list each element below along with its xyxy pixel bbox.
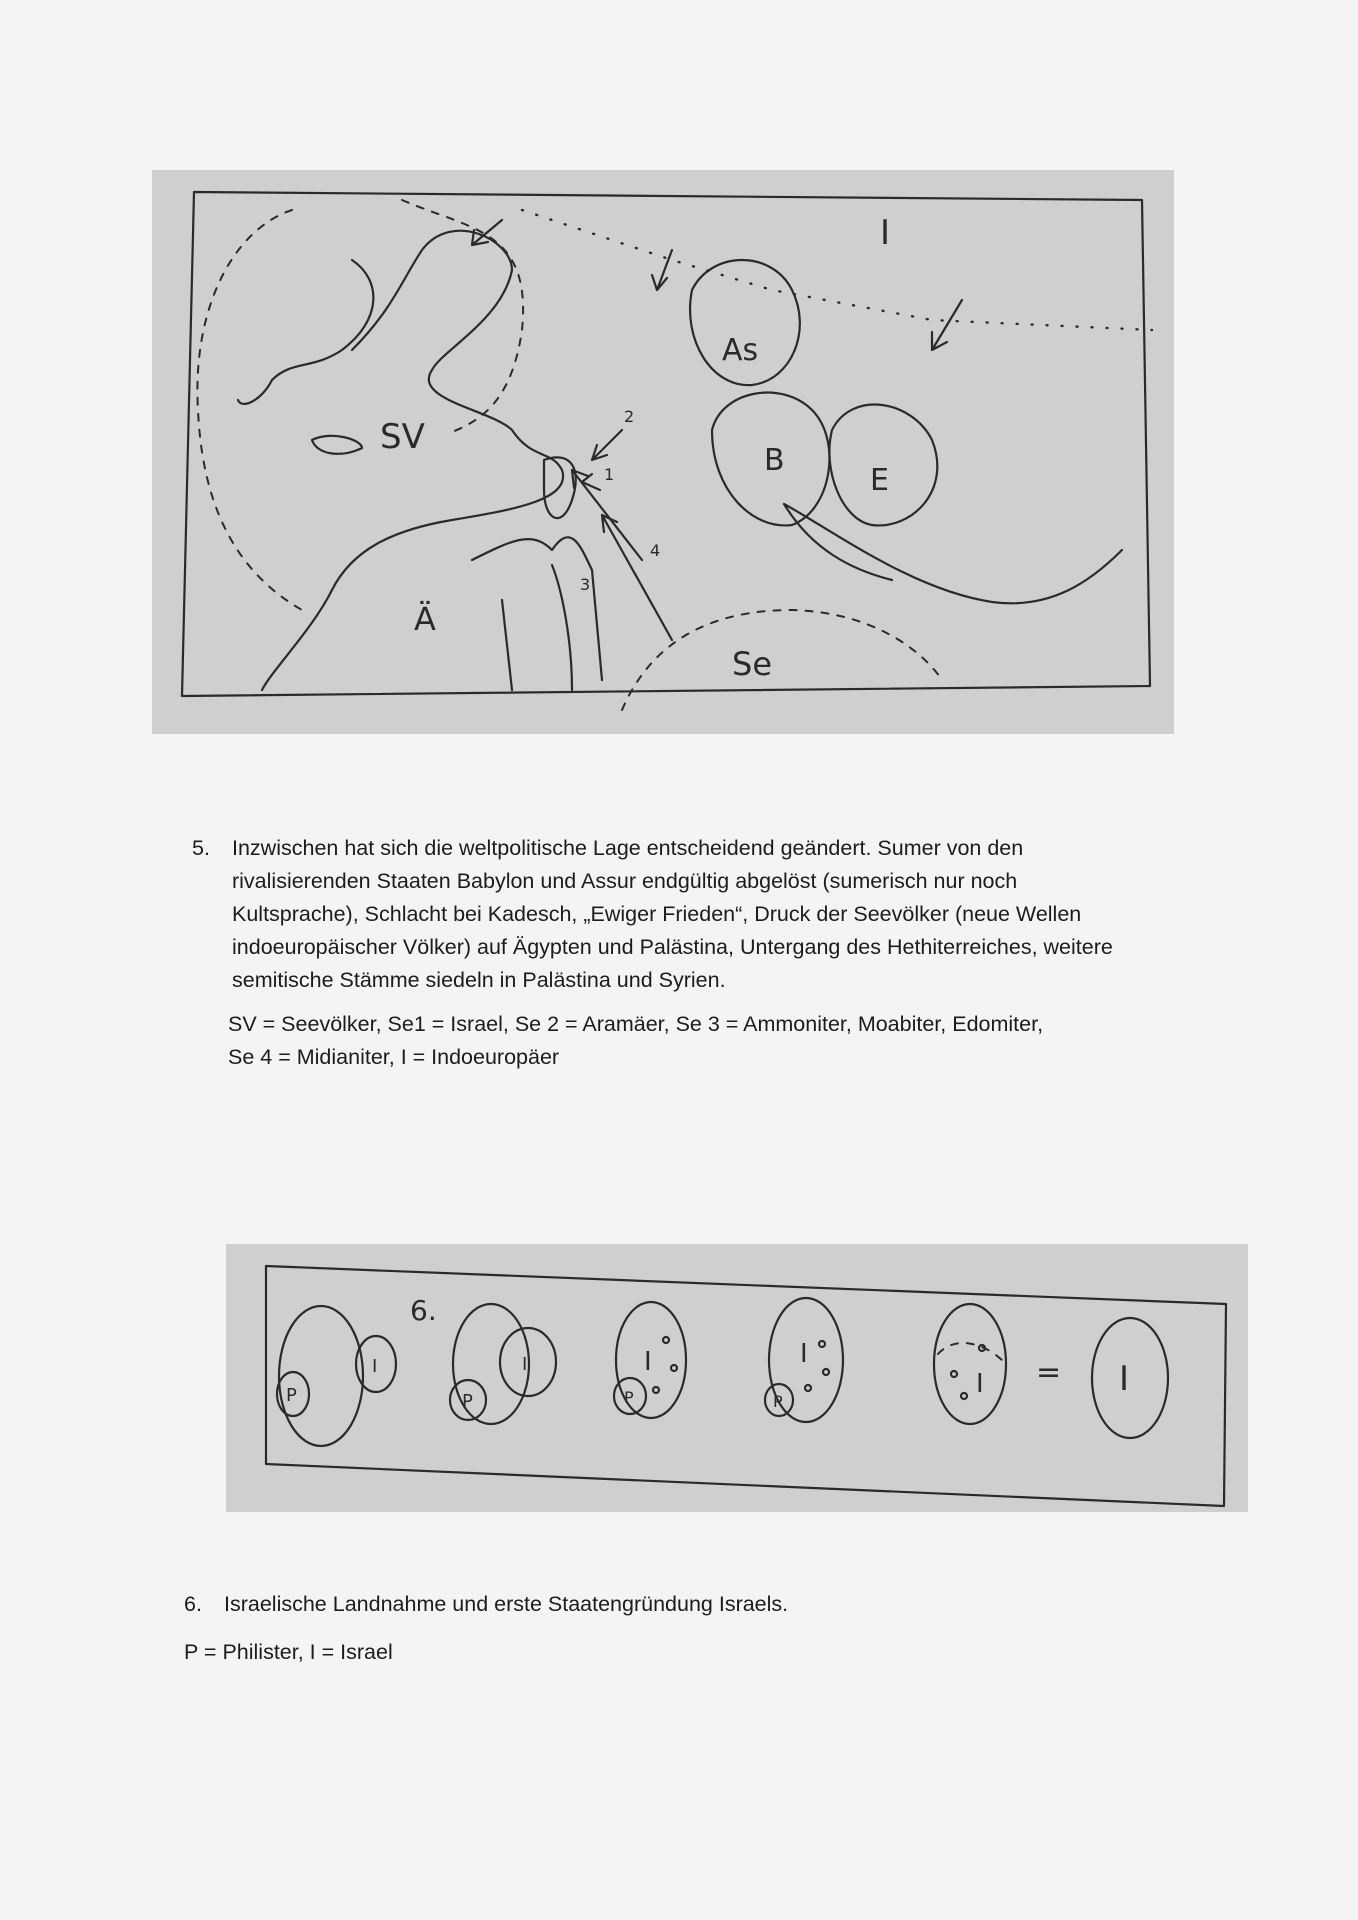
map-label-se: Se bbox=[732, 645, 772, 683]
dashed-region-se bbox=[622, 610, 942, 710]
map-label-b: B bbox=[764, 443, 785, 478]
sequence-step-4 bbox=[765, 1298, 843, 1422]
label-p: P bbox=[462, 1391, 473, 1412]
coastline bbox=[238, 231, 563, 690]
section-5-line: Inzwischen hat sich die weltpolitische Lage entscheidend geändert. Sumer von den bbox=[232, 836, 1024, 860]
section-5-body bbox=[232, 832, 1182, 997]
sequence-final-israel bbox=[1092, 1318, 1168, 1438]
settlement-dot bbox=[961, 1393, 967, 1399]
label-i: I bbox=[800, 1339, 808, 1369]
section-5-number: 5. bbox=[192, 836, 210, 860]
label-i: I bbox=[644, 1347, 652, 1377]
label-i: I bbox=[1119, 1359, 1130, 1399]
section-6-body: Israelische Landnahme und erste Staatengründung Israels. bbox=[224, 1592, 789, 1616]
section-5-line: indoeuropäischer Völker) auf Ägypten und Palästina, Untergang des Hethiterreiches, weitere bbox=[232, 935, 1113, 959]
arrow-north-center bbox=[652, 250, 672, 290]
persian-gulf bbox=[784, 504, 1122, 603]
settlement-dot bbox=[653, 1387, 659, 1393]
map-sketch-section-5 bbox=[152, 170, 1174, 734]
nile-delta bbox=[472, 537, 602, 690]
label-i: I bbox=[522, 1354, 528, 1375]
sequence-step-2 bbox=[450, 1304, 556, 1424]
dotted-migration-line bbox=[522, 210, 1152, 330]
region-outline bbox=[934, 1304, 1006, 1424]
dashed-region-left bbox=[197, 210, 302, 610]
section-5-legend bbox=[228, 1008, 1128, 1074]
arrow-label-3: 3 bbox=[580, 575, 591, 594]
sequence-step-5 bbox=[934, 1304, 1006, 1424]
arrow-label-2: 2 bbox=[624, 407, 635, 426]
settlement-dot bbox=[819, 1341, 825, 1347]
arrow-north-east bbox=[932, 300, 962, 350]
sequence-step-1 bbox=[277, 1306, 396, 1446]
settlement-dot bbox=[805, 1385, 811, 1391]
section-5-line: semitische Stämme siedeln in Palästina und Syrien. bbox=[232, 968, 726, 992]
section-5-legend-line: Se 4 = Midianiter, I = Indoeuropäer bbox=[228, 1045, 560, 1069]
arrow-4 bbox=[602, 515, 672, 640]
arrow-label-4: 4 bbox=[650, 541, 661, 560]
island bbox=[312, 436, 362, 454]
equals-sign: = bbox=[1036, 1355, 1062, 1390]
label-p: P bbox=[624, 1388, 634, 1407]
arrow-2 bbox=[592, 430, 622, 460]
map-label-e: E bbox=[870, 463, 889, 498]
arrow-label-1: 1 bbox=[604, 465, 615, 484]
settlement-dot bbox=[951, 1371, 957, 1377]
section-5-line: rivalisierenden Staaten Babylon und Assur endgültig abgelöst (sumerisch nur noch bbox=[232, 869, 1018, 893]
label-i: I bbox=[976, 1369, 984, 1399]
map-sketch-section-6 bbox=[226, 1244, 1248, 1512]
label-i: I bbox=[372, 1356, 378, 1377]
settlement-dot bbox=[823, 1369, 829, 1375]
map-sketch-drawing bbox=[152, 170, 1174, 734]
section-5-legend-line: SV = Seevölker, Se1 = Israel, Se 2 = Aramäer, Se 3 = Ammoniter, Moabiter, Edomiter, bbox=[228, 1012, 1044, 1036]
israel-state-oval bbox=[1092, 1318, 1168, 1438]
section-6-legend bbox=[184, 1636, 784, 1669]
map-label-a: Ä bbox=[414, 600, 436, 638]
label-p: P bbox=[773, 1392, 783, 1411]
map-label-as: As bbox=[722, 333, 759, 368]
region-outline bbox=[279, 1306, 363, 1446]
map-label-sv: SV bbox=[380, 417, 425, 457]
settlement-dot bbox=[671, 1365, 677, 1371]
label-p: P bbox=[286, 1385, 297, 1406]
section-5-line: Kultsprache), Schlacht bei Kadesch, „Ewiger Frieden“, Druck der Seevölker (neue Wellen bbox=[232, 902, 1082, 926]
section-6-legend-line: P = Philister, I = Israel bbox=[184, 1640, 393, 1664]
dashed-border bbox=[938, 1343, 1004, 1362]
sequence-sketch-drawing bbox=[226, 1244, 1248, 1512]
settlement-dot bbox=[663, 1337, 669, 1343]
sequence-step-3 bbox=[614, 1302, 686, 1418]
dashed-region-center bbox=[402, 200, 523, 432]
sequence-number: 6. bbox=[410, 1294, 437, 1327]
map-label-i: I bbox=[880, 213, 891, 253]
section-6-number: 6. bbox=[184, 1592, 202, 1616]
